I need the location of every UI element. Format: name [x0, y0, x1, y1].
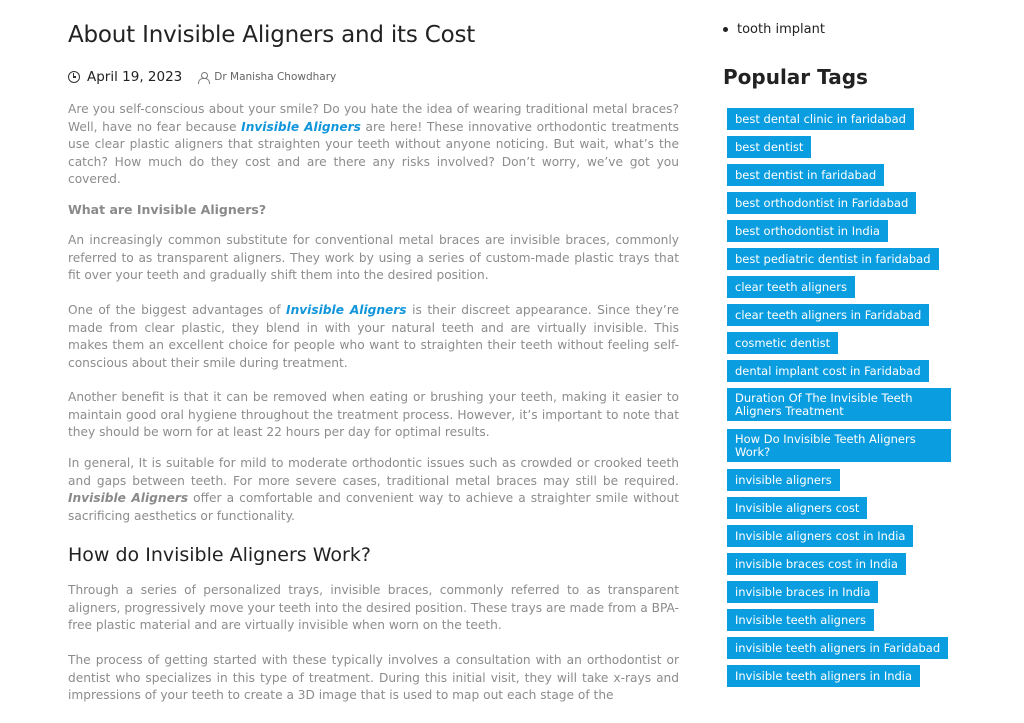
tag-link[interactable]: best dental clinic in faridabad	[727, 108, 914, 130]
tag-link[interactable]: best orthodontist in Faridabad	[727, 192, 916, 214]
advantages-text-b: is their discreet appearance. Since they’re made from clear plastic, they blend in with your natural teeth and are virtually invisible. This makes them an excellent choice for people who want to straighten their teeth without feeling self-conscious about their smile during treatment.	[68, 303, 679, 370]
clock-icon	[68, 71, 80, 83]
page-title: About Invisible Aligners and its Cost	[68, 22, 476, 48]
intro-text-a: Are you self-conscious about your smile? Do you hate the idea of wearing traditional metal braces? Well, have no fear because	[68, 102, 679, 134]
tag-link[interactable]: How Do Invisible Teeth Aligners Work?	[727, 429, 951, 462]
tag-link[interactable]: best dentist in faridabad	[727, 164, 884, 186]
invisible-aligners-emphasis: Invisible Aligners	[68, 491, 189, 505]
user-icon	[198, 72, 208, 83]
tag-link[interactable]: clear teeth aligners in Faridabad	[727, 304, 929, 326]
tag-link[interactable]: best orthodontist in India	[727, 220, 888, 242]
tag-link[interactable]: Invisible teeth aligners in India	[727, 665, 920, 687]
suitability-text-a: In general, It is suitable for mild to moderate orthodontic issues such as crowded or crooked teeth and gaps between teeth. For more severe cases, traditional metal braces may still be required.	[68, 456, 679, 488]
tag-link[interactable]: Invisible aligners cost in India	[727, 525, 913, 547]
recent-post-link[interactable]: tooth implant	[737, 22, 825, 37]
tag-link[interactable]: cosmetic dentist	[727, 332, 838, 354]
subheading: What are Invisible Aligners?	[68, 202, 267, 217]
recent-post-item[interactable]	[723, 22, 825, 37]
post-date[interactable]: April 19, 2023	[87, 69, 183, 85]
paragraph-how-it-works: Through a series of personalized trays, invisible braces, commonly referred to as transparent aligners, progressively move your teeth into the desired position. These trays are made from a BPA-free plastic material and are virtually invisible when worn on the teeth.	[68, 583, 679, 632]
intro-paragraph	[68, 101, 679, 189]
tag-link[interactable]: best pediatric dentist in faridabad	[727, 248, 939, 270]
bullet-icon	[723, 27, 728, 32]
tag-link[interactable]: Invisible aligners cost	[727, 497, 867, 519]
tag-link[interactable]: invisible braces in India	[727, 581, 878, 603]
tag-link[interactable]: clear teeth aligners	[727, 276, 855, 298]
paragraph-suitability	[68, 455, 679, 525]
advantages-text-a: One of the biggest advantages of	[68, 303, 287, 317]
paragraph-benefit: Another benefit is that it can be removed when eating or brushing your teeth, making it easier to maintain good oral hygiene throughout the treatment process. However, it’s important to note that they should be worn for at least 22 hours per day for optimal results.	[68, 390, 679, 439]
invisible-aligners-link[interactable]: Invisible Aligners	[286, 303, 407, 317]
tag-link[interactable]: best dentist	[727, 136, 811, 158]
invisible-aligners-link[interactable]: Invisible Aligners	[241, 119, 361, 134]
popular-tags-title: Popular Tags	[723, 65, 868, 89]
tag-link[interactable]: Duration Of The Invisible Teeth Aligners Treatment	[727, 388, 951, 421]
paragraph-definition: An increasingly common substitute for conventional metal braces are invisible braces, commonly referred to as transparent aligners. They work by using a series of custom-made plastic trays that fit over your teeth and gradually shift them into the desired position.	[68, 233, 679, 282]
post-meta	[68, 69, 336, 85]
tag-link[interactable]: invisible aligners	[727, 469, 840, 491]
suitability-text-b: offer a comfortable and convenient way to achieve a straighter smile without sacrificing aesthetics or functionality.	[68, 491, 679, 523]
paragraph-advantages	[68, 302, 679, 372]
tag-link[interactable]: dental implant cost in Faridabad	[727, 360, 929, 382]
paragraph-process: The process of getting started with these typically involves a consultation with an orthodontist or dentist who specializes in this type of treatment. During this initial visit, they will take x-rays and impressions of your teeth to create a 3D image that is used to map out each stage of the	[68, 653, 679, 702]
tag-link[interactable]: invisible braces cost in India	[727, 553, 906, 575]
tag-link[interactable]: invisible teeth aligners in Faridabad	[727, 637, 948, 659]
intro-text-b: are here! These innovative orthodontic treatments use clear plastic aligners that straighten your teeth without anyone noticing. But wait, what’s the catch? How much do they cost and are there any risks involved? Don’t worry, we’ve got you covered.	[68, 119, 679, 186]
section-title: How do Invisible Aligners Work?	[68, 544, 371, 566]
tag-link[interactable]: Invisible teeth aligners	[727, 609, 874, 631]
post-author[interactable]: Dr Manisha Chowdhary	[214, 71, 337, 83]
